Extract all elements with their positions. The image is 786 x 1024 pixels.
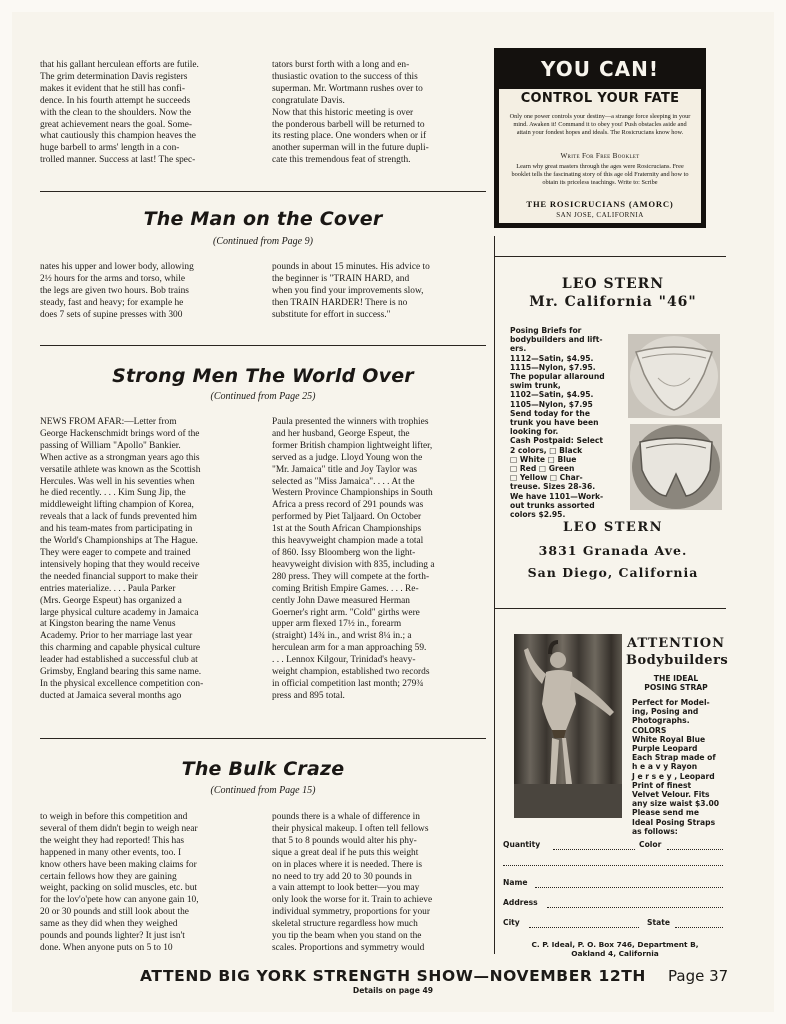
name-field[interactable]	[535, 887, 723, 888]
cover-title: The Man on the Cover	[143, 208, 383, 230]
state-label: State	[647, 918, 671, 927]
stern-product-text: Posing Briefs for bodybuilders and lift- ers. 1112—Satin, $4.95. 1115—Nylon, $7.95. The popular allaround swim trunk, 1102—Satin, $4.95. 1105—Nylon, $7.95 Send today for the trunk you have been looking for. Cash Postpaid: Select 2 colors, □ Black □ White □ Blue □ Red □ Green □ Yellow □ Char- treuse. Sizes 28-36. We have 1101—Work- out trunks assorted colors $2.95.	[510, 326, 605, 520]
state-field[interactable]	[675, 927, 723, 928]
bulk-col1: to weigh in before this competition and several of them didn't begin to weigh near the weight they had reported! This has happened in many other events, too. I know others have been making claims for certain fellows how they are gaining weight, packing on solid muscles, etc. but for the lov'o'pete how can anyone gain 10, 20 or 30 pounds and still look about the same as they did when they weighed pounds and pounds lighter? It just isn't done. When anyone puts on 5 to 10	[40, 812, 199, 953]
bodybuilder-image	[514, 634, 622, 818]
cover-col1: nates his upper and lower body, allowing 2½ hours for the arms and torso, while the legs are given two hours. Bob trains steady, fast and heavy; for example he does 7 sets of supine presses with 300	[40, 262, 194, 320]
form-address-row	[503, 898, 725, 910]
footer-banner: ATTEND BIG YORK STRENGTH SHOW—NOVEMBER 12TH	[140, 967, 646, 985]
name-label: Name	[503, 878, 528, 887]
ad-subhead: CONTROL YOUR FATE	[520, 91, 680, 106]
bodybuilder-photo	[514, 634, 622, 818]
cover-col2: pounds in about 15 minutes. His advice to the beginner is "TRAIN HARD, and when you find your improvements slow, then TRAIN HARDER! There is no substitute for effort in success."	[272, 262, 430, 320]
bulk-title: The Bulk Craze	[181, 758, 345, 780]
city-label: City	[503, 918, 520, 927]
divider-2	[40, 345, 486, 346]
form-blank-row	[503, 856, 725, 868]
color-label: Color	[639, 840, 662, 849]
ad-body-2: Learn why great masters through the ages were Rosicrucians. Free booklet tells the fascinating story of this age old Fraternity and how to obtain its priceless teachings. Write to: Scribe	[511, 163, 689, 186]
ad-write-booklet: Write For Free Booklet	[560, 152, 640, 160]
strong-col2: Paula presented the winners with trophies and her husband, George Espeut, the former British champion lightweight lifter, served as a judge. Lloyd Young won the "Mr. Jamaica" title and Joy Taylor was selected as "Miss Jamaica". . . . At the Western Province Championships in South Africa a press record of 291 pounds was performed by Piet Taljaard. On October 1st at the South African Championships this heavyweight champion made a total of 860. Issy Bloomberg won the light- heavyweight division with 835, including a 280 press. They will compete at the forth- coming British Empire Games. . . . Re- cently John Dawe measured Herman Goerner's right arm. "Cold" girths were upper arm flexed 17½ in., forearm (straight) 14¾ in., and wrist 8¼ in.; a herculean arm for a man approaching 59. . . . Lennox Kilgour, Trinidad's heavy- weight champion, established two records in official competition last month; 279¾ press and 895 total.	[272, 417, 435, 701]
address-label: Address	[503, 898, 538, 907]
trunk-image	[630, 424, 722, 510]
ad-body: Only one power controls your destiny—a strange force sleeping in your mind. Awaken it! Command it to obey you! Push obstacles aside and attain your fondest hopes and ideals. The Rosicrucians know how.	[509, 113, 691, 136]
strong-col1: NEWS FROM AFAR:—Letter from George Hackenschmidt brings word of the passing of William "Apollo" Bankier. When active as a strongman years ago this versatile athlete was known as the Scottish Hercules. Was well in his seventies when he died recently. . . . Kim Sung Jip, the middleweight lifting champion of Korea, reveals that a lack of funds prevented him and his team-mates from participating in the World's Championships at The Hague. They were eager to compete and trained intensively hoping that they would receive the needed financial support to make their entries materialize. . . . Paula Parker (Mrs. George Espeut) has organized a large physical culture academy in Jamaica at Kingston bearing the name Venus Academy. Prior to her marriage last year this charming and capable physical culture leader had established a successful club at Grimsby, England bearing this same name. In the physical excellence competition con- ducted at Jamaica several months ago	[40, 417, 204, 701]
color-field[interactable]	[667, 849, 723, 850]
strap-bodybuilders: Bodybuilders	[626, 653, 729, 668]
stern-address-street: 3831 Granada Ave.	[538, 543, 688, 558]
article-top-col2: tators burst forth with a long and en- thusiastic ovation to the success of this superman. Mr. Wortmann rushes over to congratulate Davis. Now that this historic meeting is over the ponderous barbell will be returned to its resting place. One wonders when or if another superman will in the future dupli- cate this tremendous feat of strength.	[272, 60, 429, 166]
form-quantity-row	[503, 840, 725, 852]
bulk-continued: (Continued from Page 15)	[210, 785, 316, 796]
footer-details: Details on page 49	[352, 986, 434, 995]
column-separator	[494, 236, 495, 954]
rosicrucian-ad-inner	[498, 52, 702, 224]
posing-briefs-photo	[628, 334, 720, 418]
cover-continued: (Continued from Page 9)	[213, 236, 313, 247]
stern-address-name: LEO STERN	[562, 520, 664, 535]
form-city-row	[503, 918, 725, 930]
strap-text: Perfect for Model- ing, Posing and Photographs. COLORS White Royal Blue Purple Leopard Each Strap made of h e a v y Rayon J e r s e y , Leopard Print of finest Velvet Velour. Fits any size waist $3.00 Please send me Ideal Posing Straps as follows:	[632, 698, 720, 836]
bulk-col2: pounds there is a whale of difference in their physical makeup. I often tell fellows that 5 to 8 pounds would alter his phy- sique a great deal if he puts this weight on in places where it is needed. There is no need to try add 20 to 30 pounds in a vain attempt to look better—you may only look the worse for it. Train to achieve individual symmetry, proportions for your skeletal structure regardless how much you tip the beam when you stand on the scales. Proportions and symmetry would	[272, 812, 433, 953]
stern-address-city: San Diego, California	[527, 565, 699, 580]
strong-continued: (Continued from Page 25)	[210, 391, 316, 402]
ad-organization: THE ROSICRUCIANS (AMORC)	[526, 199, 674, 209]
briefs-image	[628, 334, 720, 418]
divider-3	[40, 738, 486, 739]
divider-right-1	[494, 256, 726, 257]
stern-title: Mr. California "46"	[529, 294, 697, 310]
article-top-col1: that his gallant herculean efforts are futile. The grim determination Davis registers makes it evident that he still has confi- dence. In his fourth attempt he succeeds with the clean to the shoulders. Now the great achievement nears the goal. Some- what cautiously this champion heaves the huge barbell to arms' length in a con- trolled manner. Success at last! The spec-	[40, 60, 199, 166]
city-field[interactable]	[529, 927, 639, 928]
divider-1	[40, 191, 486, 192]
swim-trunk-photo	[630, 424, 722, 510]
strap-footer: C. P. Ideal, P. O. Box 746, Department B, Oakland 4, California	[531, 940, 699, 959]
form-name-row	[503, 878, 725, 890]
stern-name: LEO STERN	[561, 276, 665, 292]
page-number: Page 37	[668, 967, 729, 985]
strap-attention: ATTENTION	[626, 636, 725, 651]
divider-right-2	[494, 608, 726, 609]
ad-city: SAN JOSE, CALIFORNIA	[556, 211, 644, 219]
ad-headline: YOU CAN!	[495, 49, 705, 89]
extra-field[interactable]	[503, 865, 723, 866]
rosicrucian-ad	[494, 48, 706, 228]
strong-title: Strong Men The World Over	[112, 365, 414, 387]
quantity-field[interactable]	[553, 849, 635, 850]
quantity-label: Quantity	[503, 840, 541, 849]
address-field[interactable]	[547, 907, 723, 908]
strap-ideal: THE IDEAL POSING STRAP	[644, 674, 708, 693]
